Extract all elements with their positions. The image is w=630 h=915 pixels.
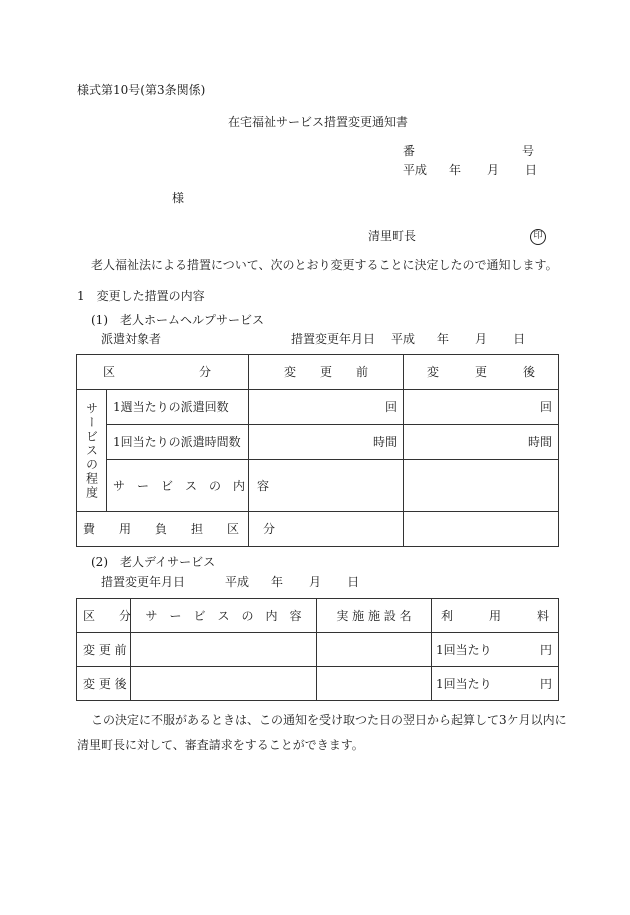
before-cell bbox=[249, 460, 404, 512]
change-date-era: 平成 bbox=[391, 332, 416, 346]
table-header-row bbox=[77, 599, 559, 633]
change-date-label: 措置変更年月日 bbox=[101, 575, 186, 589]
change-date-month: 月 bbox=[475, 332, 488, 346]
row-label: 変 更 前 bbox=[77, 633, 131, 667]
closing-text-line-2: 清里町長に対して、審査請求をすることができます。 bbox=[77, 738, 364, 752]
table-row bbox=[77, 425, 559, 460]
table-row bbox=[77, 390, 559, 425]
row-label: サ ー ビ ス の 内 容 bbox=[107, 460, 249, 512]
header-category: 区 分 bbox=[77, 355, 249, 390]
cost-after-cell bbox=[404, 512, 559, 547]
before-unit: 時間 bbox=[249, 425, 404, 460]
header-facility: 実 施 施 設 名 bbox=[317, 599, 432, 633]
row-label: 1週当たりの派遣回数 bbox=[107, 390, 249, 425]
date-year: 年 bbox=[449, 163, 462, 177]
row-label: 1回当たりの派遣時間数 bbox=[107, 425, 249, 460]
row-label: 変 更 後 bbox=[77, 667, 131, 701]
after-unit: 回 bbox=[404, 390, 559, 425]
change-date-era: 平成 bbox=[225, 575, 250, 589]
number-label: 番 bbox=[403, 144, 416, 158]
header-category: 区 分 bbox=[77, 599, 131, 633]
number-suffix: 号 bbox=[522, 144, 535, 158]
content-cell bbox=[131, 633, 317, 667]
table-row bbox=[77, 460, 559, 512]
change-date-year: 年 bbox=[271, 575, 284, 589]
fee-unit: 円 bbox=[539, 676, 552, 691]
facility-cell bbox=[317, 633, 432, 667]
change-date-year: 年 bbox=[437, 332, 450, 346]
fee-prefix: 1回当たり bbox=[436, 676, 492, 691]
content-cell bbox=[131, 667, 317, 701]
date-day: 日 bbox=[525, 163, 538, 177]
change-date-1 bbox=[291, 332, 525, 346]
home-help-heading: (1) 老人ホームヘルプサービス bbox=[91, 313, 264, 327]
addressee-suffix: 様 bbox=[172, 191, 185, 205]
cost-share-label: 費 用 負 担 区 分 bbox=[77, 512, 249, 547]
fee-unit: 円 bbox=[539, 642, 552, 657]
change-date-day: 日 bbox=[513, 332, 526, 346]
table-row bbox=[77, 667, 559, 701]
header-content: サ ー ビ ス の 内 容 bbox=[131, 599, 317, 633]
after-cell bbox=[404, 460, 559, 512]
before-unit: 回 bbox=[249, 390, 404, 425]
seal-mark: 印 bbox=[530, 227, 546, 245]
fee-cell bbox=[432, 667, 559, 701]
after-unit: 時間 bbox=[404, 425, 559, 460]
change-date-2 bbox=[101, 575, 359, 589]
fee-cell bbox=[432, 633, 559, 667]
closing-text-line-1: この決定に不服があるときは、この通知を受け取つた日の翌日から起算して3ケ月以内に bbox=[91, 713, 567, 727]
home-help-table bbox=[76, 354, 559, 547]
service-level-label: サービスの程度 bbox=[77, 390, 107, 512]
issue-date bbox=[403, 163, 537, 177]
intro-text: 老人福祉法による措置について、次のとおり変更することに決定したので通知します。 bbox=[91, 258, 558, 272]
form-number: 様式第10号(第3条関係) bbox=[77, 83, 206, 97]
issuer: 清里町長 bbox=[368, 229, 417, 243]
change-date-day: 日 bbox=[347, 575, 360, 589]
header-fee: 利 用 料 bbox=[432, 599, 559, 633]
section-1-heading: 1 変更した措置の内容 bbox=[77, 289, 205, 303]
header-after: 変 更 後 bbox=[404, 355, 559, 390]
day-service-table bbox=[76, 598, 559, 701]
date-era: 平成 bbox=[403, 163, 428, 177]
change-date-month: 月 bbox=[309, 575, 322, 589]
document-title: 在宅福祉サービス措置変更通知書 bbox=[228, 115, 409, 129]
fee-prefix: 1回当たり bbox=[436, 642, 492, 657]
facility-cell bbox=[317, 667, 432, 701]
target-person-label: 派遣対象者 bbox=[101, 332, 162, 346]
table-row bbox=[77, 512, 559, 547]
header-before: 変 更 前 bbox=[249, 355, 404, 390]
day-service-heading: (2) 老人デイサービス bbox=[91, 555, 216, 569]
change-date-label: 措置変更年月日 bbox=[291, 332, 376, 346]
date-month: 月 bbox=[487, 163, 500, 177]
table-header-row bbox=[77, 355, 559, 390]
table-row bbox=[77, 633, 559, 667]
